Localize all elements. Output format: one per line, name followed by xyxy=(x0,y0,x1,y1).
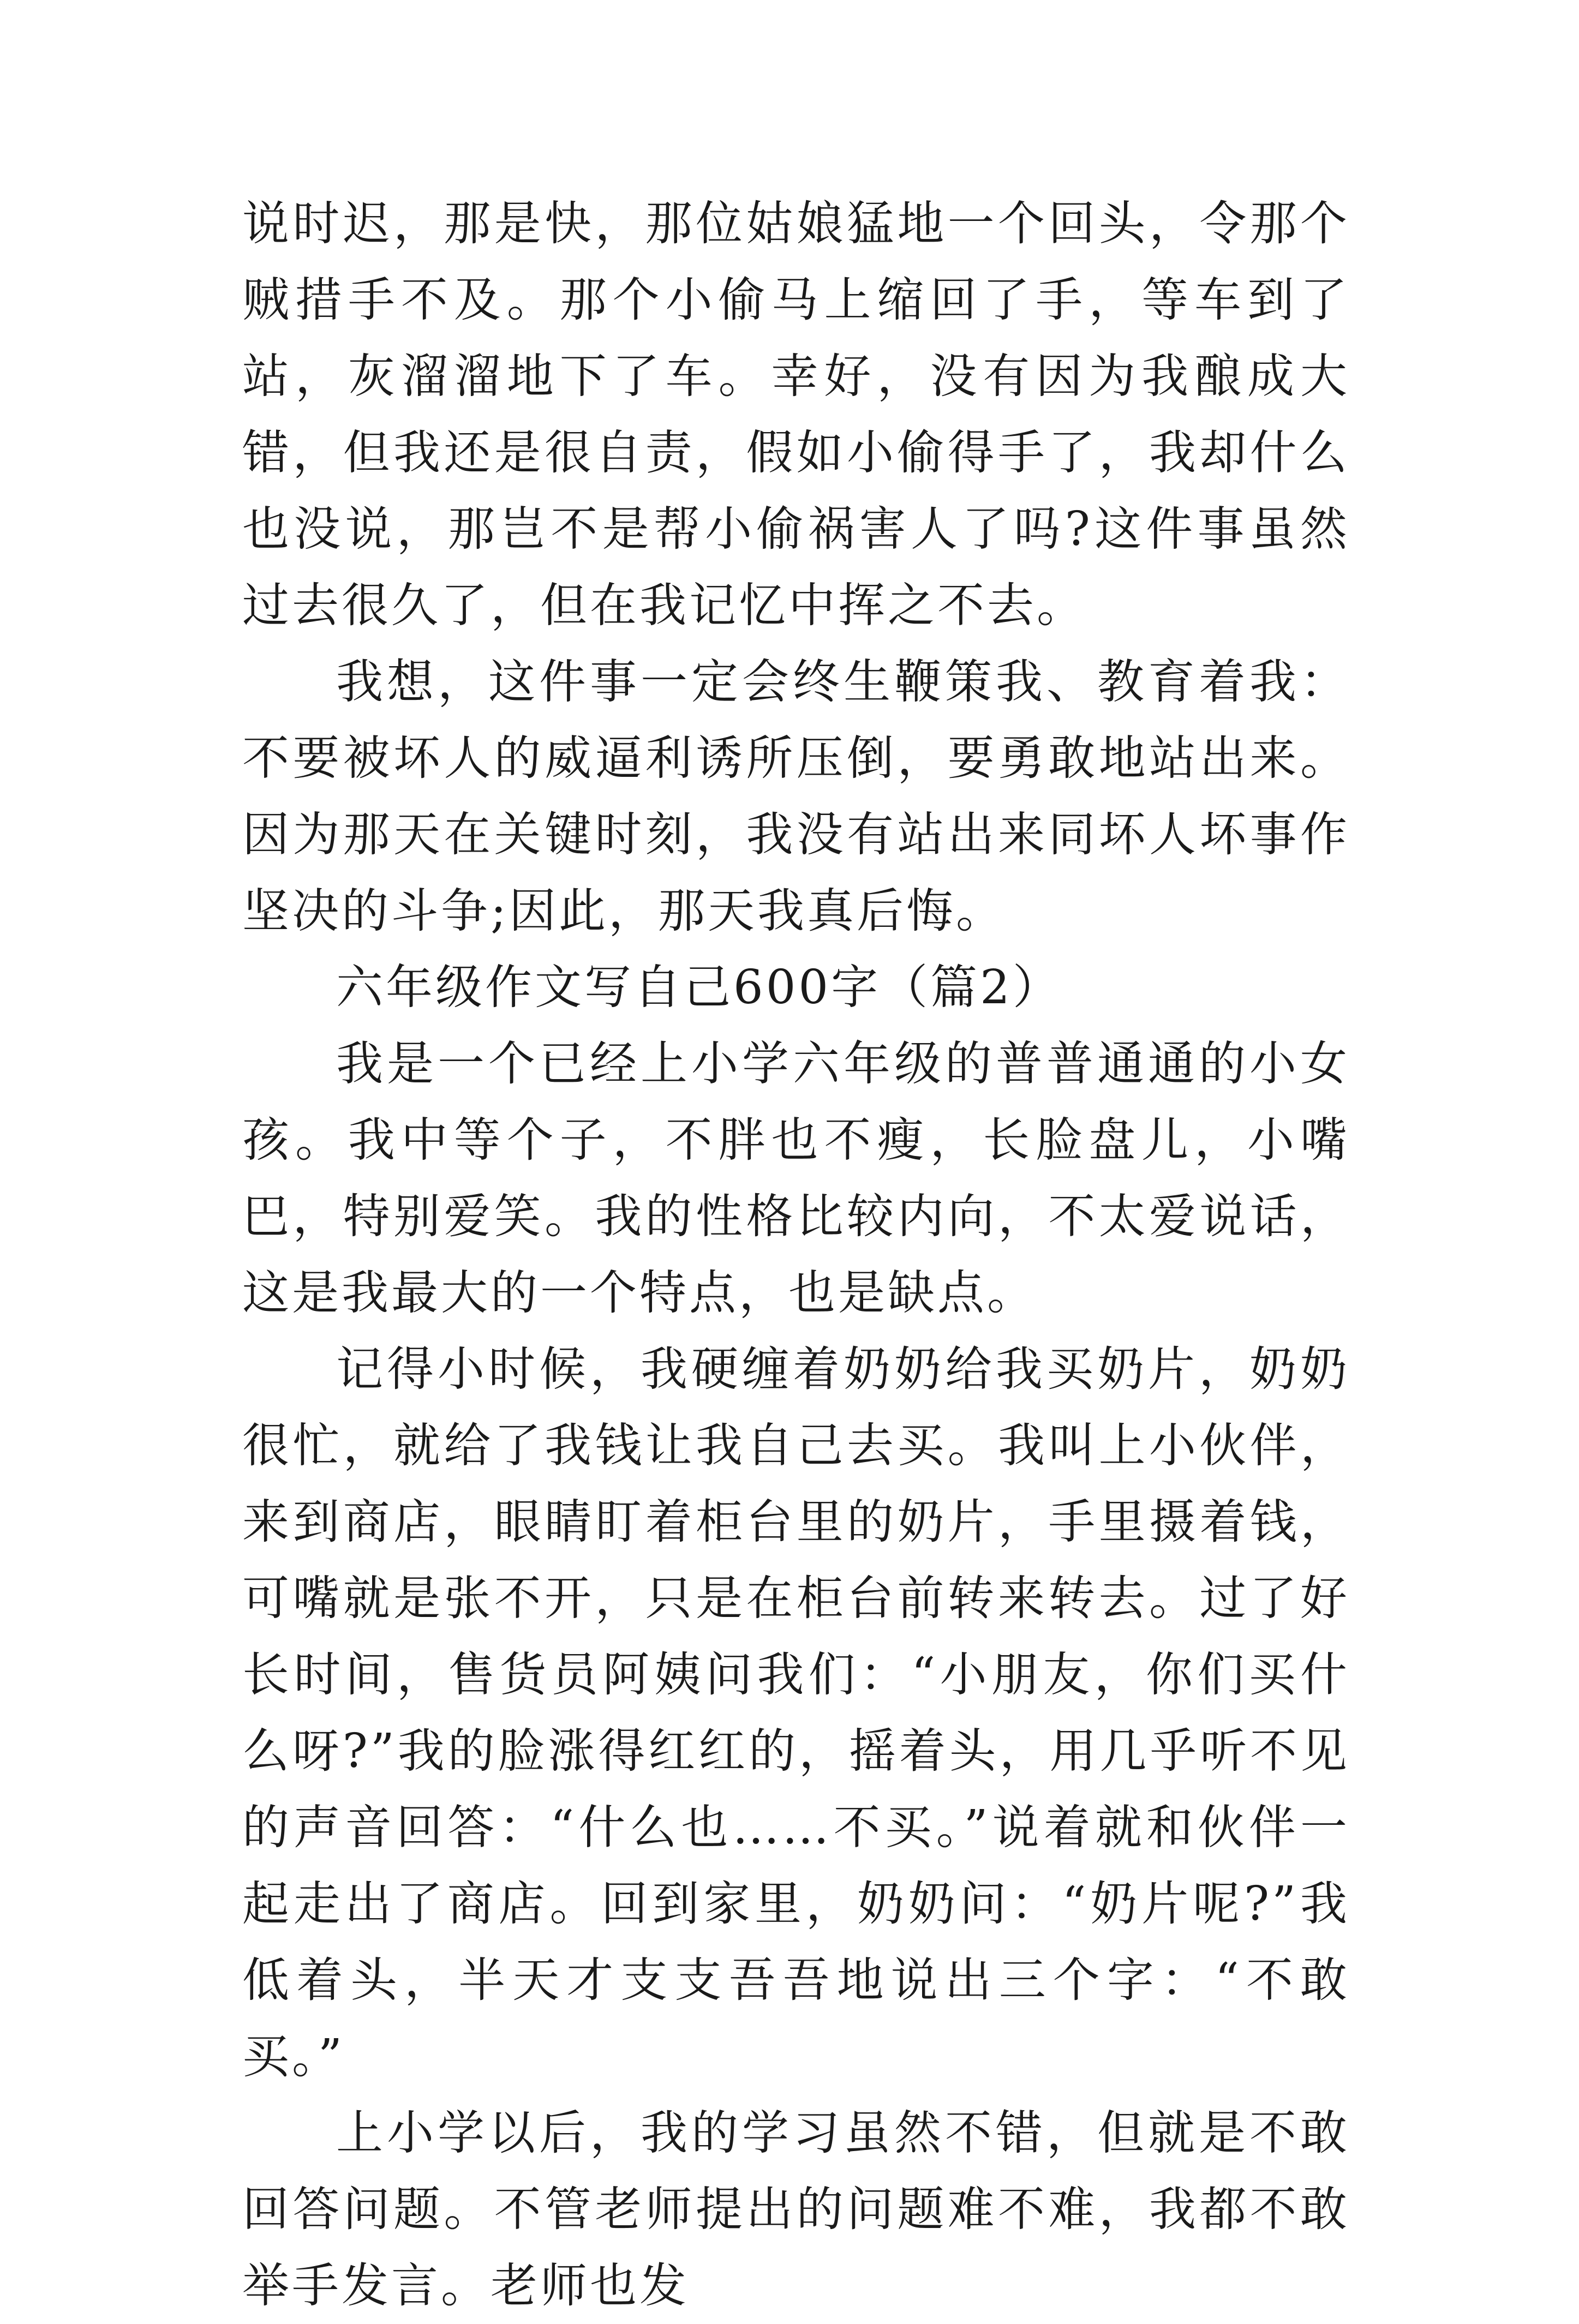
section-heading: 六年级作文写自己600字（篇2） xyxy=(336,960,1062,1015)
paragraph-3: 我是一个已经上小学六年级的普普通通的小女孩。我中等个子，不胖也不瘦，长脸盘儿，小嘴巴，特别爱笑。我的性格比较内向，不太爱说话，这是我最大的一个特点，也是缺点。 xyxy=(242,1037,1350,1320)
document-body xyxy=(242,185,1350,2324)
paragraph-5: 上小学以后，我的学习虽然不错，但就是不敢回答问题。不管老师提出的问题难不难，我都不敢举手发言。老师也发 xyxy=(242,2106,1350,2313)
paragraph-4: 记得小时候，我硬缠着奶奶给我买奶片，奶奶很忙，就给了我钱让我自己去买。我叫上小伙伴，来到商店，眼睛盯着柜台里的奶片，手里摄着钱，可嘴就是张不开，只是在柜台前转来转去。过了好长时间，售货员阿姨问我们：“小朋友，你们买什么呀?”我的脸涨得红红的，摇着头，用几乎听不见的声音回答：“什么也……不买。”说着就和伙伴一起走出了商店。回到家里，奶奶问：“奶片呢?”我低着头，半天才支支吾吾地说出三个字：“不敢买。” xyxy=(242,1342,1350,2084)
paragraph-1: 说时迟，那是快，那位姑娘猛地一个回头，令那个贼措手不及。那个小偷马上缩回了手，等车到了站，灰溜溜地下了车。幸好，没有因为我酿成大错，但我还是很自责，假如小偷得手了，我却什么也没说，那岂不是帮小偷祸害人了吗?这件事虽然过去很久了，但在我记忆中挥之不去。 xyxy=(242,196,1350,633)
paragraph-2: 我想，这件事一定会终生鞭策我、教育着我：不要被坏人的威逼利诱所压倒，要勇敢地站出来。因为那天在关键时刻，我没有站出来同坏人坏事作坚决的斗争;因此，那天我真后悔。 xyxy=(242,655,1350,938)
